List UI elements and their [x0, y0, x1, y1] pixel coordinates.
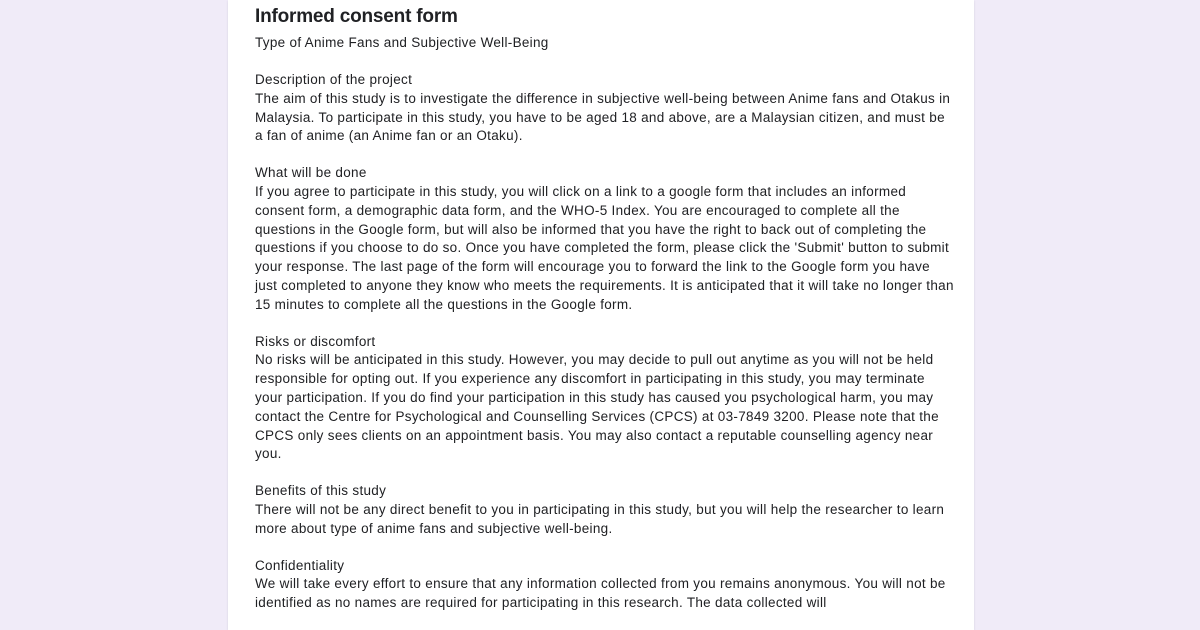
section-heading: Benefits of this study: [255, 483, 387, 499]
section-heading: Description of the project: [255, 72, 413, 87]
form-subtitle: Type of Anime Fans and Subjective Well-Being: [255, 35, 549, 50]
section-body: There will not be any direct benefit to you in participating in this study, but you will help the researcher to learn more about type of anime fans and subjective well-being.: [255, 501, 945, 536]
section-body: The aim of this study is to investigate the difference in subjective well-being between Anime fans and Otakus in Malaysia. To participate in this study, you have to be aged 18 and above, are a Malaysian citizen, and must be a fan of anime (an Anime fan or an Otaku).: [255, 90, 951, 144]
section-body: We will take every effort to ensure that any information collected from you remains anonymous. You will not be identified as no names are required for participating in this research. The data collected will: [255, 576, 946, 611]
section-confidentiality: [255, 557, 955, 613]
section-what-will-be-done: [255, 164, 955, 314]
form-title: Informed consent form: [255, 6, 458, 27]
form-header: [255, 4, 955, 613]
section-heading: Confidentiality: [255, 557, 345, 573]
form-card: [228, 0, 974, 630]
section-heading: What will be done: [255, 165, 367, 181]
section-body: If you agree to participate in this study, you will click on a link to a google form that includes an informed consent form, a demographic data form, and the WHO-5 Index. You are encouraged to complete all the questions in the Google form, but will also be informed that you have the right to back out of completing the questions if you choose to do so. Once you have completed the form, please click the 'Submit' button to submit your response. The last page of the form will encourage you to forward the link to the Google form you have just completed to anyone they know who meets the requirements. It is anticipated that it will take no longer than 15 minutes to complete all the questions in the Google form.: [255, 183, 954, 312]
section-description: [255, 71, 955, 146]
section-heading: Risks or discomfort: [255, 333, 376, 349]
section-risks: [255, 333, 955, 465]
section-benefits: [255, 482, 955, 538]
section-body: No risks will be anticipated in this study. However, you may decide to pull out anytime as you will not be held responsible for opting out. If you experience any discomfort in participating in this study, you may terminate your participation. If you do find your participation in this study has caused you psychological harm, you may contact the Centre for Psychological and Counselling Services (CPCS) at 03-7849 3200. Please note that the CPCS only sees clients on an appointment basis. You may also contact a reputable counselling agency near you.: [255, 352, 939, 462]
